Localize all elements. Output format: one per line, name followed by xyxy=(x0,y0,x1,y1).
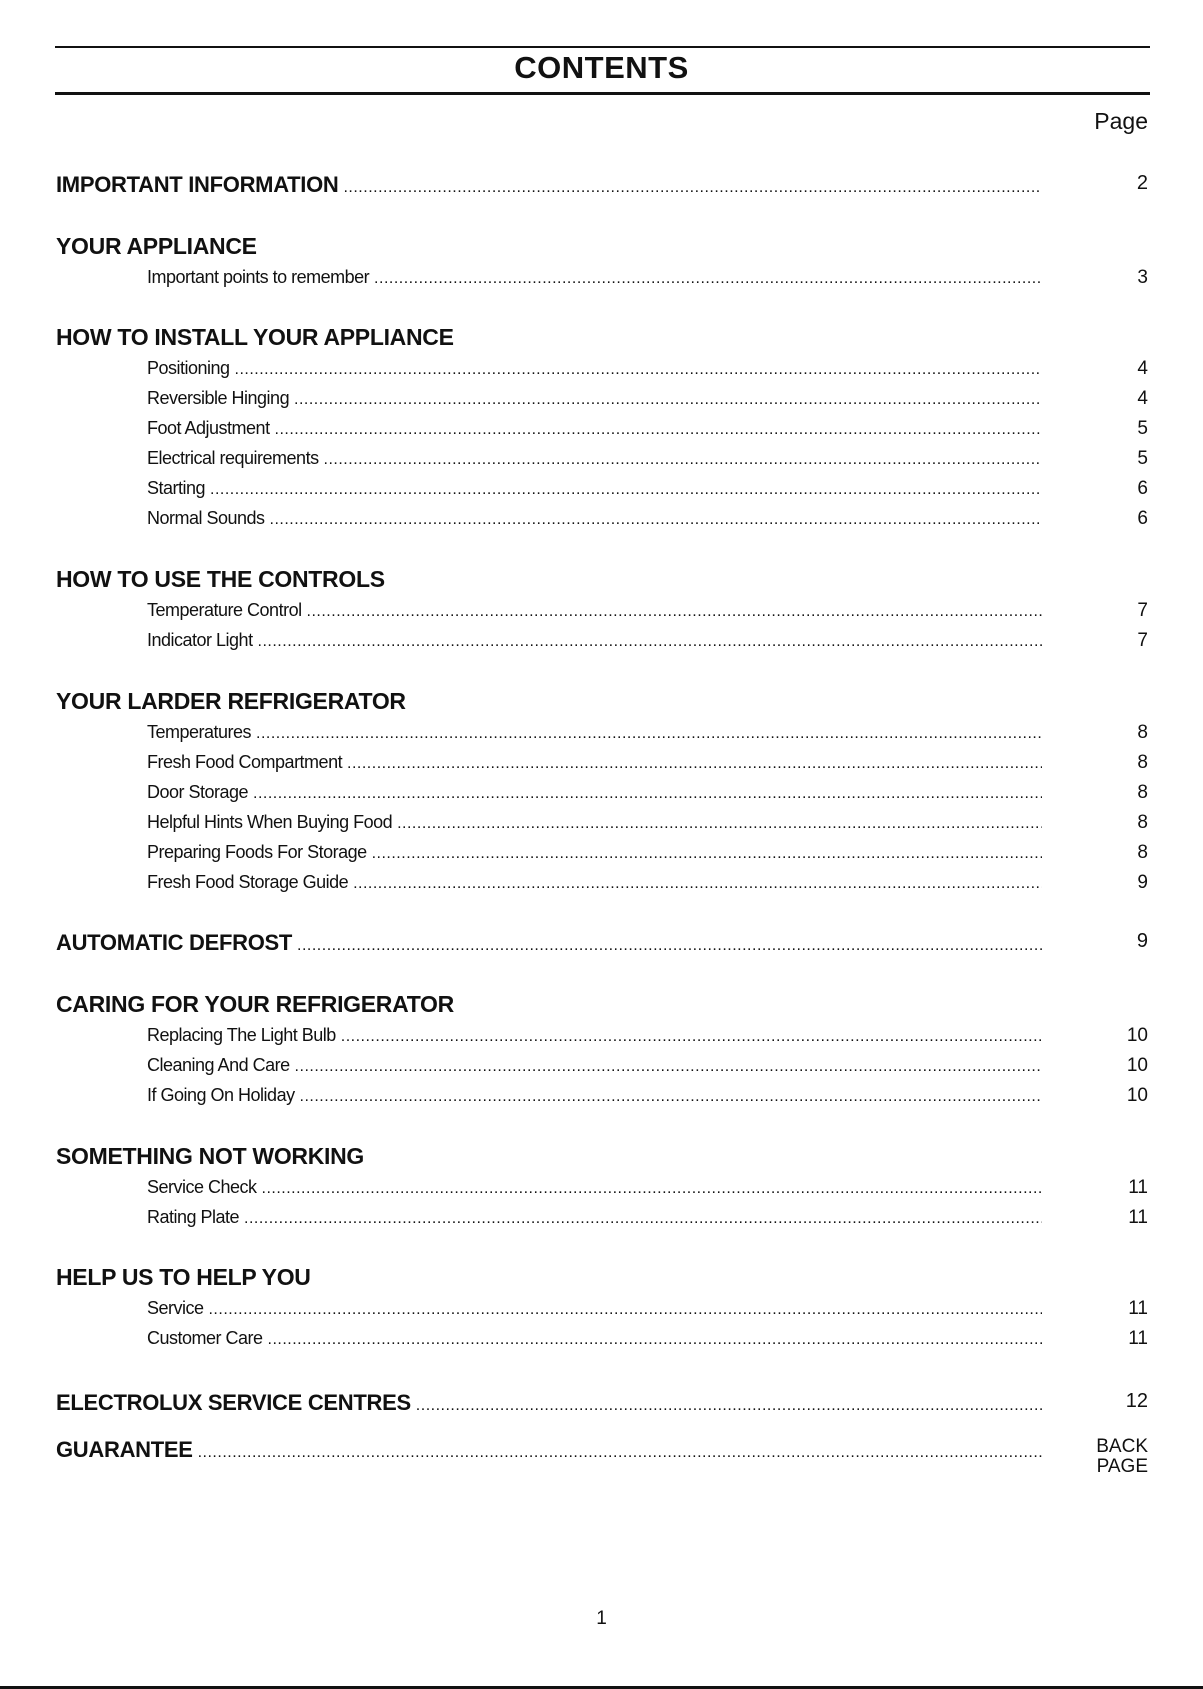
toc-entry-important-information[interactable] xyxy=(0,172,1203,202)
toc-entry-page: 8 xyxy=(1137,812,1148,833)
toc-entry-label: Reversible Hinging ..... xyxy=(147,388,1042,409)
toc-entry[interactable] xyxy=(0,1207,1203,1237)
toc-entry-page: 12 xyxy=(1125,1390,1148,1412)
toc-entry-label: Service Check ..... xyxy=(147,1177,1042,1198)
toc-entry-label: Replacing The Light Bulb ..... xyxy=(147,1025,1042,1046)
toc-entry[interactable] xyxy=(0,1298,1203,1328)
toc-entry-label: Important points to remember ..... xyxy=(147,267,1042,288)
toc-entry[interactable] xyxy=(0,812,1203,842)
page-title: CONTENTS xyxy=(514,50,689,85)
toc-entry[interactable] xyxy=(0,722,1203,752)
toc-entry-label: Fresh Food Storage Guide ..... xyxy=(147,872,1042,893)
toc-entry[interactable] xyxy=(0,1055,1203,1085)
toc-entry-label: Positioning ..... xyxy=(147,358,1042,379)
toc-entry-label: Normal Sounds ..... xyxy=(147,508,1042,529)
section-heading-install: HOW TO INSTALL YOUR APPLIANCE xyxy=(56,324,454,350)
toc-entry-page: 11 xyxy=(1128,1298,1148,1319)
toc-entry[interactable] xyxy=(0,418,1203,448)
section-heading-help: HELP US TO HELP YOU xyxy=(56,1264,311,1290)
toc-entry-label: AUTOMATIC DEFROST ..... xyxy=(56,930,1042,956)
toc-entry-page: 11 xyxy=(1128,1177,1148,1198)
toc-entry-label: Rating Plate ..... xyxy=(147,1207,1042,1228)
toc-entry-label: Cleaning And Care ..... xyxy=(147,1055,1042,1076)
toc-entry[interactable] xyxy=(0,842,1203,872)
toc-entry[interactable] xyxy=(0,1085,1203,1115)
toc-entry-page: 3 xyxy=(1137,267,1148,288)
toc-entry-page: 11 xyxy=(1128,1328,1148,1349)
back-page-line-2: PAGE xyxy=(1096,1456,1148,1477)
toc-entry-label: If Going On Holiday ..... xyxy=(147,1085,1042,1106)
toc-entry-label: Helpful Hints When Buying Food ..... xyxy=(147,812,1042,833)
toc-entry[interactable] xyxy=(0,872,1203,902)
toc-entry-page: 5 xyxy=(1137,418,1148,439)
toc-entry[interactable] xyxy=(0,1177,1203,1207)
toc-entry[interactable] xyxy=(0,388,1203,418)
toc-entry-label: Temperatures ..... xyxy=(147,722,1042,743)
toc-entry[interactable] xyxy=(0,782,1203,812)
toc-entry[interactable] xyxy=(0,752,1203,782)
toc-entry-page-back xyxy=(1096,1437,1148,1477)
toc-entry-page: 7 xyxy=(1137,630,1148,651)
toc-entry[interactable] xyxy=(0,448,1203,478)
toc-entry[interactable] xyxy=(0,358,1203,388)
title-underline xyxy=(55,92,1150,95)
toc-entry-page: 6 xyxy=(1137,478,1148,499)
toc-entry-label: Customer Care ..... xyxy=(147,1328,1042,1349)
toc-entry-guarantee[interactable] xyxy=(0,1437,1203,1467)
toc-entry-page: 8 xyxy=(1137,782,1148,803)
toc-entry-label: Service ..... xyxy=(147,1298,1042,1319)
toc-entry[interactable] xyxy=(0,630,1203,660)
toc-entry[interactable] xyxy=(0,1025,1203,1055)
toc-entry-page: 9 xyxy=(1137,872,1148,893)
toc-entry-label: Preparing Foods For Storage ..... xyxy=(147,842,1042,863)
section-heading-caring: CARING FOR YOUR REFRIGERATOR xyxy=(56,991,454,1017)
toc-entry-label: IMPORTANT INFORMATION ..... xyxy=(56,172,1042,198)
page-column-label: Page xyxy=(1094,108,1148,134)
toc-entry-label: ELECTROLUX SERVICE CENTRES ..... xyxy=(56,1390,1042,1416)
toc-entry-service-centres[interactable] xyxy=(0,1390,1203,1420)
toc-entry-label: Door Storage ..... xyxy=(147,782,1042,803)
toc-entry-label: Temperature Control ..... xyxy=(147,600,1042,621)
toc-entry-page: 7 xyxy=(1137,600,1148,621)
section-heading-your-appliance: YOUR APPLIANCE xyxy=(56,233,257,259)
toc-entry-page: 10 xyxy=(1126,1025,1148,1046)
toc-entry-label: Starting ..... xyxy=(147,478,1042,499)
toc-entry[interactable] xyxy=(0,267,1203,297)
toc-entry-page: 6 xyxy=(1137,508,1148,529)
toc-entry-page: 8 xyxy=(1137,722,1148,743)
toc-entry-label: Fresh Food Compartment ..... xyxy=(147,752,1042,773)
toc-entry-page: 5 xyxy=(1137,448,1148,469)
page-number: 1 xyxy=(596,1608,607,1629)
toc-entry-page: 10 xyxy=(1126,1055,1148,1076)
toc-entry-page: 9 xyxy=(1136,930,1148,952)
top-rule xyxy=(55,46,1150,48)
back-page-line-1: BACK xyxy=(1096,1436,1148,1457)
toc-entry[interactable] xyxy=(0,1328,1203,1358)
toc-entry-label: Foot Adjustment ..... xyxy=(147,418,1042,439)
toc-entry-page: 4 xyxy=(1137,388,1148,409)
section-heading-controls: HOW TO USE THE CONTROLS xyxy=(56,566,385,592)
toc-entry[interactable] xyxy=(0,508,1203,538)
toc-entry[interactable] xyxy=(0,478,1203,508)
toc-entry[interactable] xyxy=(0,600,1203,630)
toc-entry-page: 8 xyxy=(1137,752,1148,773)
toc-entry-page: 8 xyxy=(1137,842,1148,863)
toc-entry-page: 11 xyxy=(1128,1207,1148,1228)
section-heading-not-working: SOMETHING NOT WORKING xyxy=(56,1143,365,1169)
toc-entry-label: Electrical requirements ..... xyxy=(147,448,1042,469)
toc-entry-page: 10 xyxy=(1126,1085,1148,1106)
toc-entry-page: 2 xyxy=(1136,172,1148,194)
section-heading-larder: YOUR LARDER REFRIGERATOR xyxy=(56,688,406,714)
toc-entry-automatic-defrost[interactable] xyxy=(0,930,1203,960)
toc-entry-page: 4 xyxy=(1137,358,1148,379)
toc-entry-label: Indicator Light ..... xyxy=(147,630,1042,651)
toc-entry-label: GUARANTEE ..... xyxy=(56,1437,1042,1463)
